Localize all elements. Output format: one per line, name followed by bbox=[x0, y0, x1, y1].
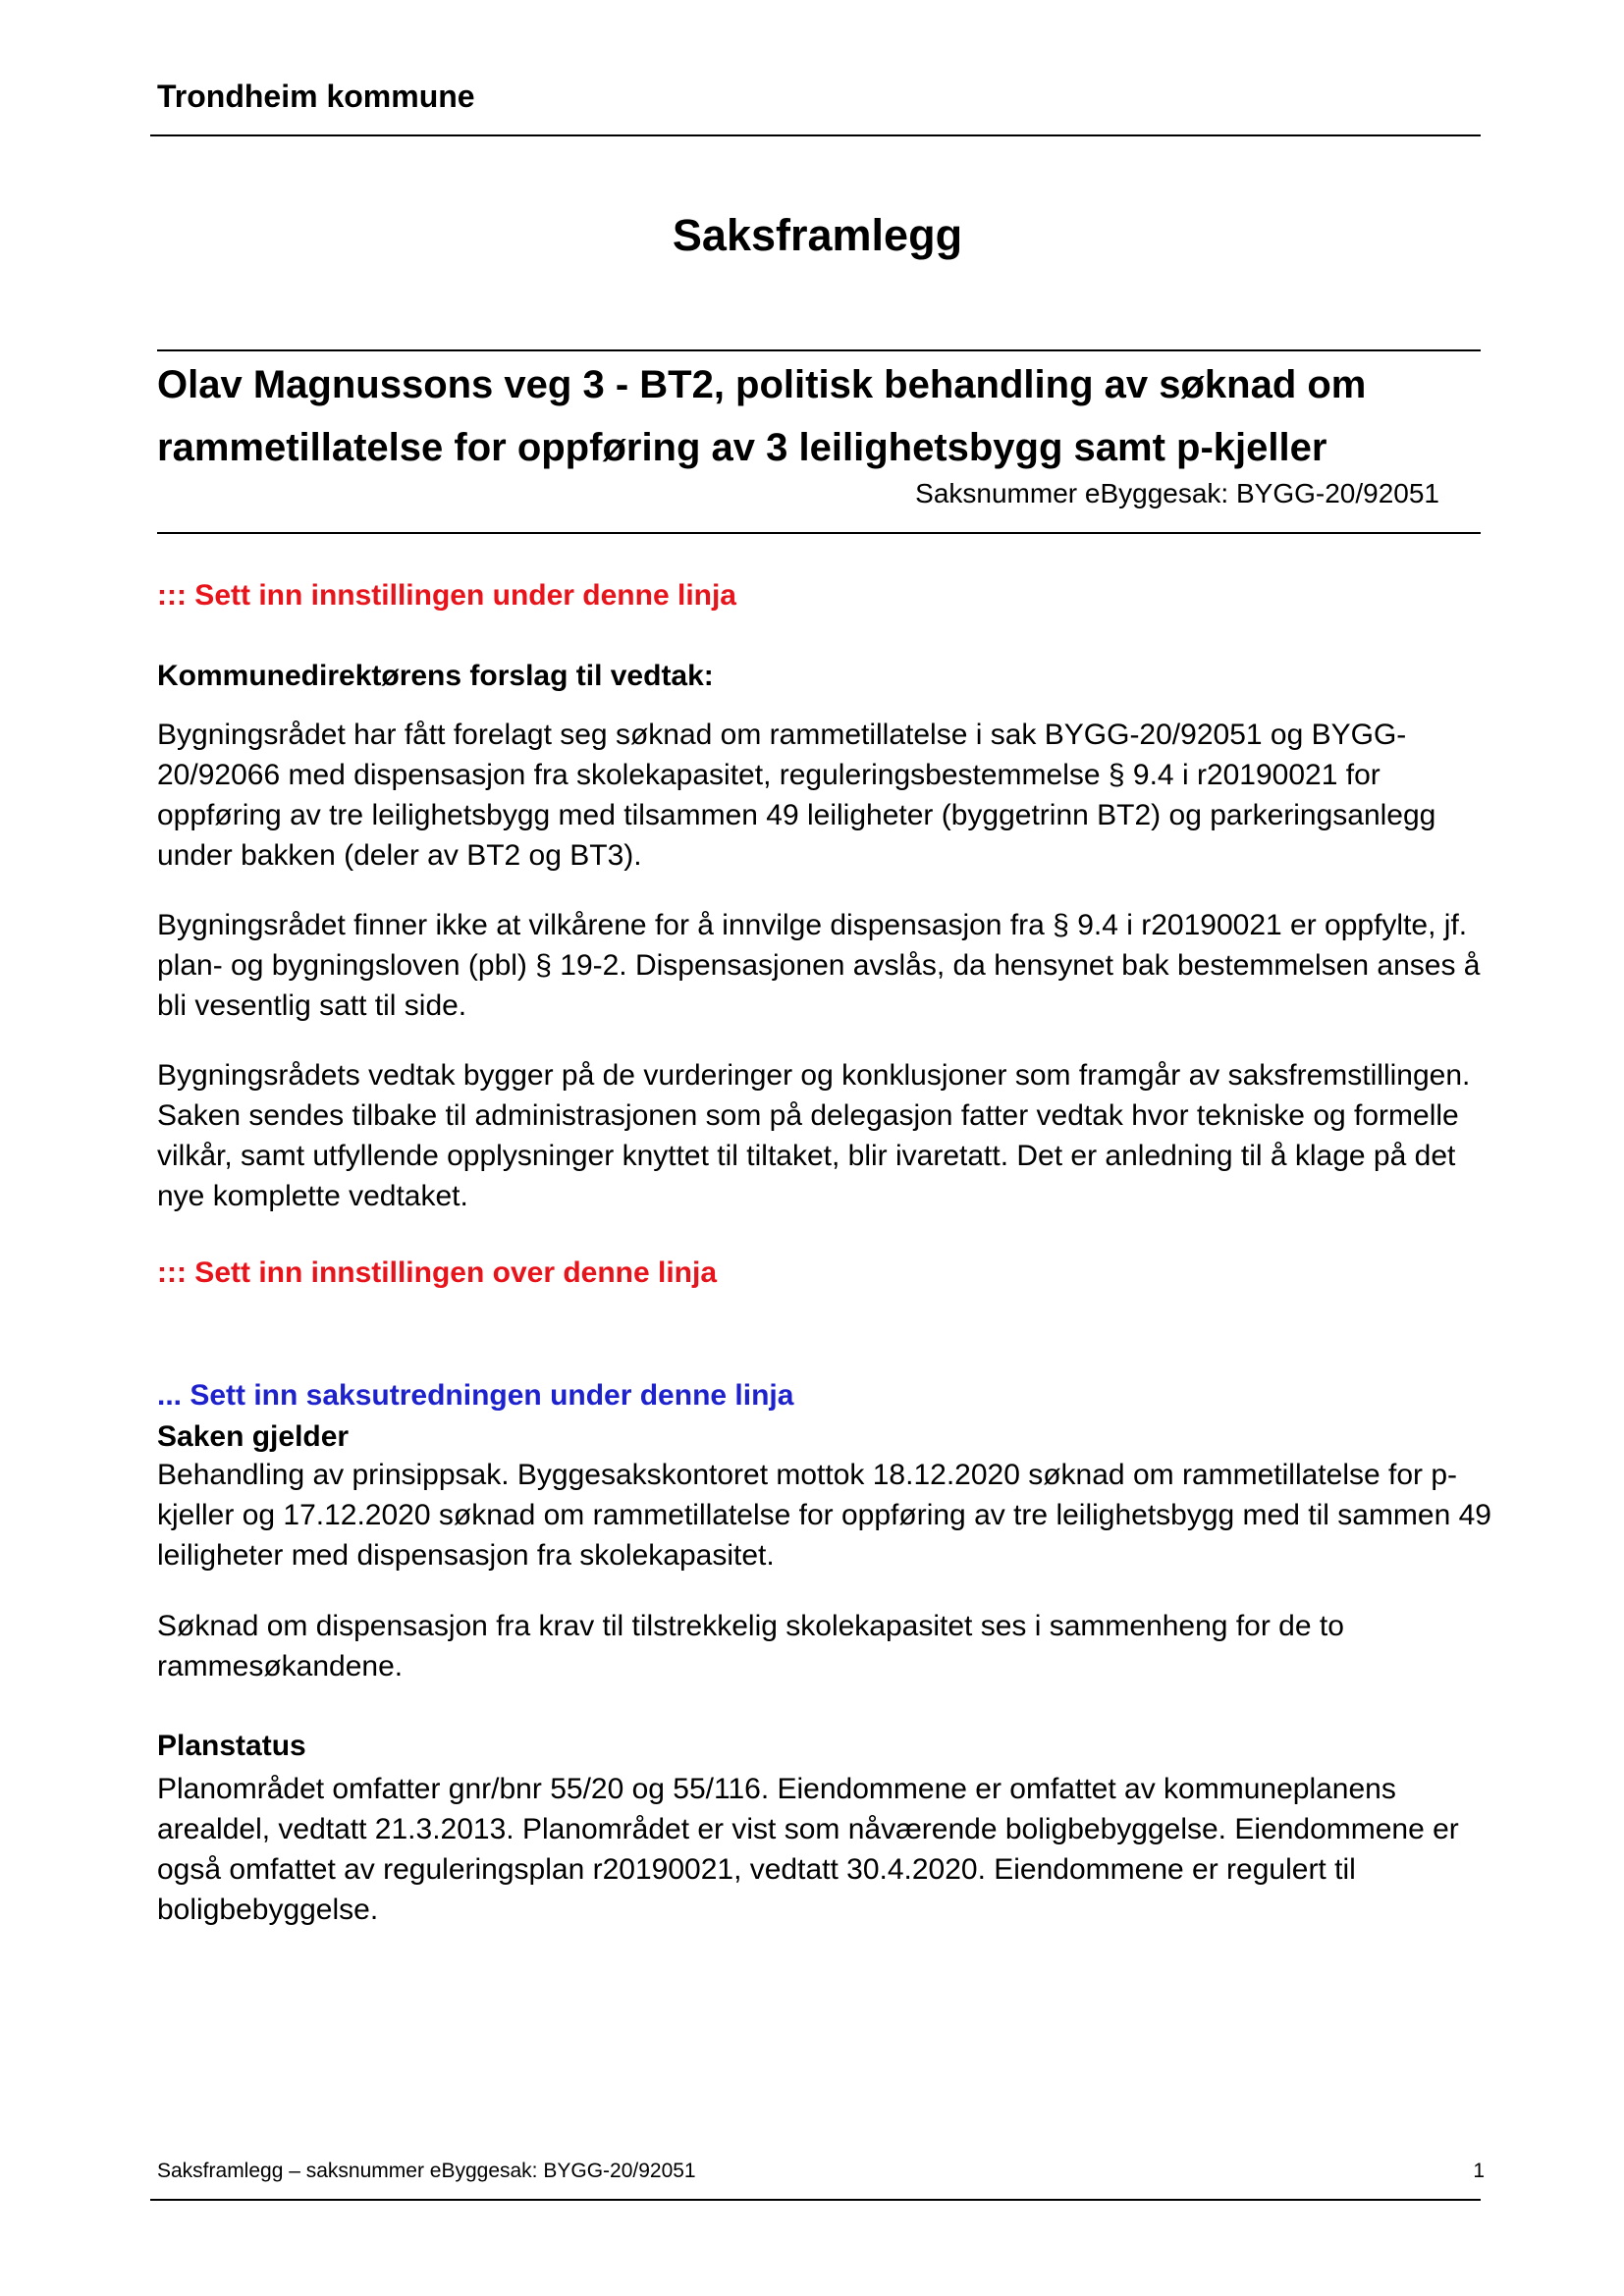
plan-status-heading: Planstatus bbox=[157, 1730, 306, 1762]
case-title: Olav Magnussons veg 3 - BT2, politisk behandling av søknad om rammetillatelse for oppføring av 3 leilighetsbygg samt p-kjeller bbox=[157, 363, 1367, 469]
document-title: Saksframlegg bbox=[672, 210, 963, 260]
page-number: 1 bbox=[1473, 2160, 1485, 2182]
recommendation-paragraph-3: Bygningsrådets vedtak bygger på de vurderinger og konklusjoner som framgår av saksfremstillingen. Saken sendes tilbake til administrasjonen som på delegasjon fatter vedtak hvor tekniske og formelle vilkår, samt utfyllende opplysninger knyttet til tiltaket, blir ivaretatt. Det er anledning til å klage på det nye komplette vedtaket. bbox=[157, 1059, 1471, 1212]
header-rule bbox=[150, 134, 1481, 136]
recommendation-paragraph-1: Bygningsrådet har fått forelagt seg søknad om rammetillatelse i sak BYGG-20/92051 og BYGG-20/92066 med dispensasjon fra skolekapasitet, reguleringsbestemmelse § 9.4 i r20190021 for oppføring av tre leilighetsbygg med tilsammen 49 leiligheter (byggetrinn BT2) og parkeringsanlegg under bakken (deler av BT2 og BT3). bbox=[157, 719, 1436, 872]
footer-text: Saksframlegg – saksnummer eByggesak: BYGG-20/92051 bbox=[157, 2160, 696, 2182]
investigation-start-marker: ... Sett inn saksutredningen under denne linja bbox=[157, 1379, 794, 1412]
organization-name: Trondheim kommune bbox=[157, 79, 475, 114]
case-number: Saksnummer eByggesak: BYGG-20/92051 bbox=[915, 478, 1439, 508]
proposal-heading: Kommunedirektørens forslag til vedtak: bbox=[157, 660, 714, 692]
title-bottom-rule bbox=[157, 532, 1481, 534]
recommendation-end-marker: ::: Sett inn innstillingen over denne linja bbox=[157, 1256, 718, 1289]
recommendation-paragraph-2: Bygningsrådet finner ikke at vilkårene for å innvilge dispensasjon fra § 9.4 i r20190021 er oppfylte, jf. plan- og bygningsloven (pbl) § 19-2. Dispensasjonen avslås, da hensynet bak bestemmelsen anses å bli vesentlig satt til side. bbox=[157, 909, 1481, 1022]
case-subject-heading: Saken gjelder bbox=[157, 1420, 350, 1453]
plan-status-paragraph: Planområdet omfatter gnr/bnr 55/20 og 55/116. Eiendommene er omfattet av kommuneplanens arealdel, vedtatt 21.3.2013. Planområdet er vist som nåværende boligbebyggelse. Eiendommene er også omfattet av reguleringsplan r20190021, vedtatt 30.4.2020. Eiendommene er regulert til boligbebyggelse. bbox=[157, 1773, 1459, 1926]
case-subject-paragraph-2: Søknad om dispensasjon fra krav til tilstrekkelig skolekapasitet ses i sammenheng for de to rammesøkandene. bbox=[157, 1610, 1344, 1682]
recommendation-start-marker: ::: Sett inn innstillingen under denne linja bbox=[157, 579, 736, 612]
case-subject-paragraph-1: Behandling av prinsippsak. Byggesakskontoret mottok 18.12.2020 søknad om rammetillatelse for p-kjeller og 17.12.2020 søknad om rammetillatelse for oppføring av tre leilighetsbygg med til sammen 49 leiligheter med dispensasjon fra skolekapasitet. bbox=[157, 1459, 1491, 1572]
title-top-rule bbox=[157, 349, 1481, 351]
footer-rule bbox=[150, 2199, 1481, 2201]
